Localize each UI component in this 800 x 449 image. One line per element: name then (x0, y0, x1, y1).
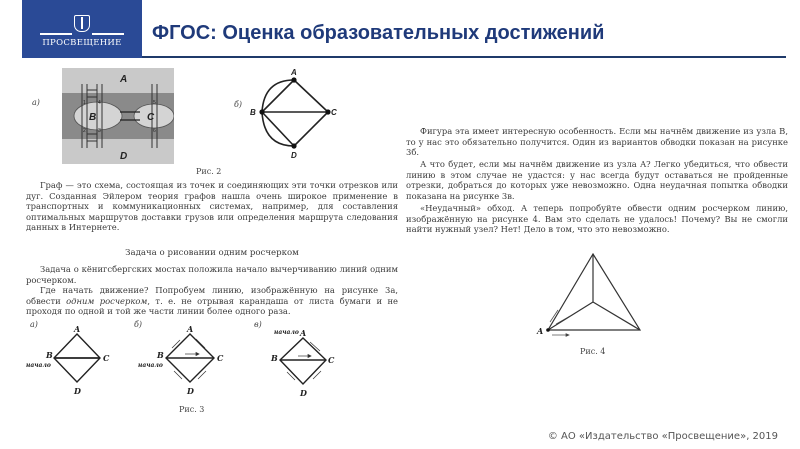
fig3-label-c: в) (254, 320, 262, 329)
fig4-caption: Рис. 4 (580, 347, 606, 356)
svg-text:D: D (187, 386, 194, 396)
fig2-label-b: б) (234, 100, 243, 109)
paragraph-konigsberg: Задача о кёнигсбергских мостах положила начало вычерчиванию линий одним росчерком. (26, 264, 398, 285)
svg-text:1: 1 (83, 100, 86, 106)
svg-text:4: 4 (98, 100, 101, 106)
svg-text:D: D (120, 151, 128, 162)
paragraph-where-to-start: Где начать движение? Попробуем линию, изображённую на рисунке 3а, обвести одним росчерком, т. е. не отрывая карандаша от листа бумаги и не проходя по одной и той же части линии более одного раза. (26, 285, 398, 317)
fig3-label-a: а) (30, 320, 38, 329)
fig3a-diamond (26, 324, 126, 400)
fig3c-diamond (248, 324, 348, 400)
svg-text:5: 5 (153, 100, 156, 106)
logo-emblem-icon (74, 15, 90, 32)
fig3b-diamond (130, 324, 240, 400)
start-label: начало (138, 362, 163, 369)
svg-text:C: C (147, 112, 155, 123)
konigsberg-map-figure (62, 68, 174, 164)
svg-text:A: A (291, 68, 297, 77)
textbook-page-right (400, 62, 792, 362)
svg-text:C: C (217, 353, 224, 363)
start-label: начало (274, 329, 299, 336)
slide-title: ФГОС: Оценка образовательных достижений (152, 22, 605, 44)
svg-text:C: C (328, 355, 335, 365)
svg-text:C: C (103, 353, 110, 363)
fig4-triangle-graph (536, 248, 646, 338)
svg-text:6: 6 (153, 128, 156, 134)
konigsberg-graph-figure (248, 66, 338, 162)
svg-text:A: A (120, 74, 128, 85)
fig2-caption: Рис. 2 (196, 167, 222, 176)
paragraph-failed-attempt: «Неудачный» обход. А теперь попробуйте обвести одним росчерком линию, изображённую на рисунке 4. Вам это сделать не удалось! Почему? Вы не смогли найти нужный узел? Нет! Дело в том, что это невозможно. (406, 203, 788, 235)
title-underline (142, 56, 786, 58)
section-heading: Задача о рисовании одним росчерком (125, 248, 299, 258)
svg-text:B: B (157, 350, 164, 360)
svg-text:A: A (74, 324, 81, 334)
svg-text:D: D (74, 386, 81, 396)
fig3-caption: Рис. 3 (179, 405, 205, 414)
textbook-page-left (26, 62, 398, 422)
paragraph-start-from-a: А что будет, если мы начнём движение из узла A? Легко убедиться, что обвести линию в этом случае не удастся: у нас всегда будут оставаться не пройденные отрезки, добраться до которых уже невозможно. Одна неудачная попытка обводки показана на рисунке 3в. (406, 159, 788, 201)
svg-text:2: 2 (83, 128, 86, 134)
fig3-label-b: б) (134, 320, 143, 329)
paragraph-graph-definition: Граф — это схема, состоящая из точек и соединяющих эти точки отрезков или дуг. Созданная Эйлером теория графов нашла очень широкое применение в транспортных и коммуникационных системах, например, для составления оптимальных маршрутов доставки грузов или определения маршрута следования данных в Интернете. (26, 180, 398, 233)
logo-divider (40, 33, 72, 35)
publisher-logo (22, 0, 142, 58)
start-label: начало (26, 362, 51, 369)
fig4-node-a: A (537, 326, 544, 336)
fig2-label-a: а) (32, 98, 40, 107)
svg-text:B: B (271, 353, 278, 363)
svg-text:D: D (300, 388, 307, 398)
svg-text:C: C (331, 108, 337, 117)
paragraph-figure-property: Фигура эта имеет интересную особенность. Если мы начнём движение из узла B, то у нас это обязательно получится. Один из вариантов обводки показан на рисунке 3б. (406, 126, 788, 158)
emphasis-one-stroke: одним росчерком (66, 295, 148, 306)
svg-text:A: A (300, 328, 307, 338)
svg-text:B: B (46, 350, 53, 360)
copyright-footer: © АО «Издательство «Просвещение», 2019 (547, 431, 778, 442)
svg-text:A: A (187, 324, 194, 334)
svg-text:D: D (291, 151, 297, 160)
logo-divider (92, 33, 124, 35)
logo-text: ПРОСВЕЩЕНИЕ (42, 38, 122, 48)
svg-text:B: B (250, 108, 256, 117)
svg-text:3: 3 (98, 128, 101, 134)
svg-text:B: B (89, 112, 97, 123)
